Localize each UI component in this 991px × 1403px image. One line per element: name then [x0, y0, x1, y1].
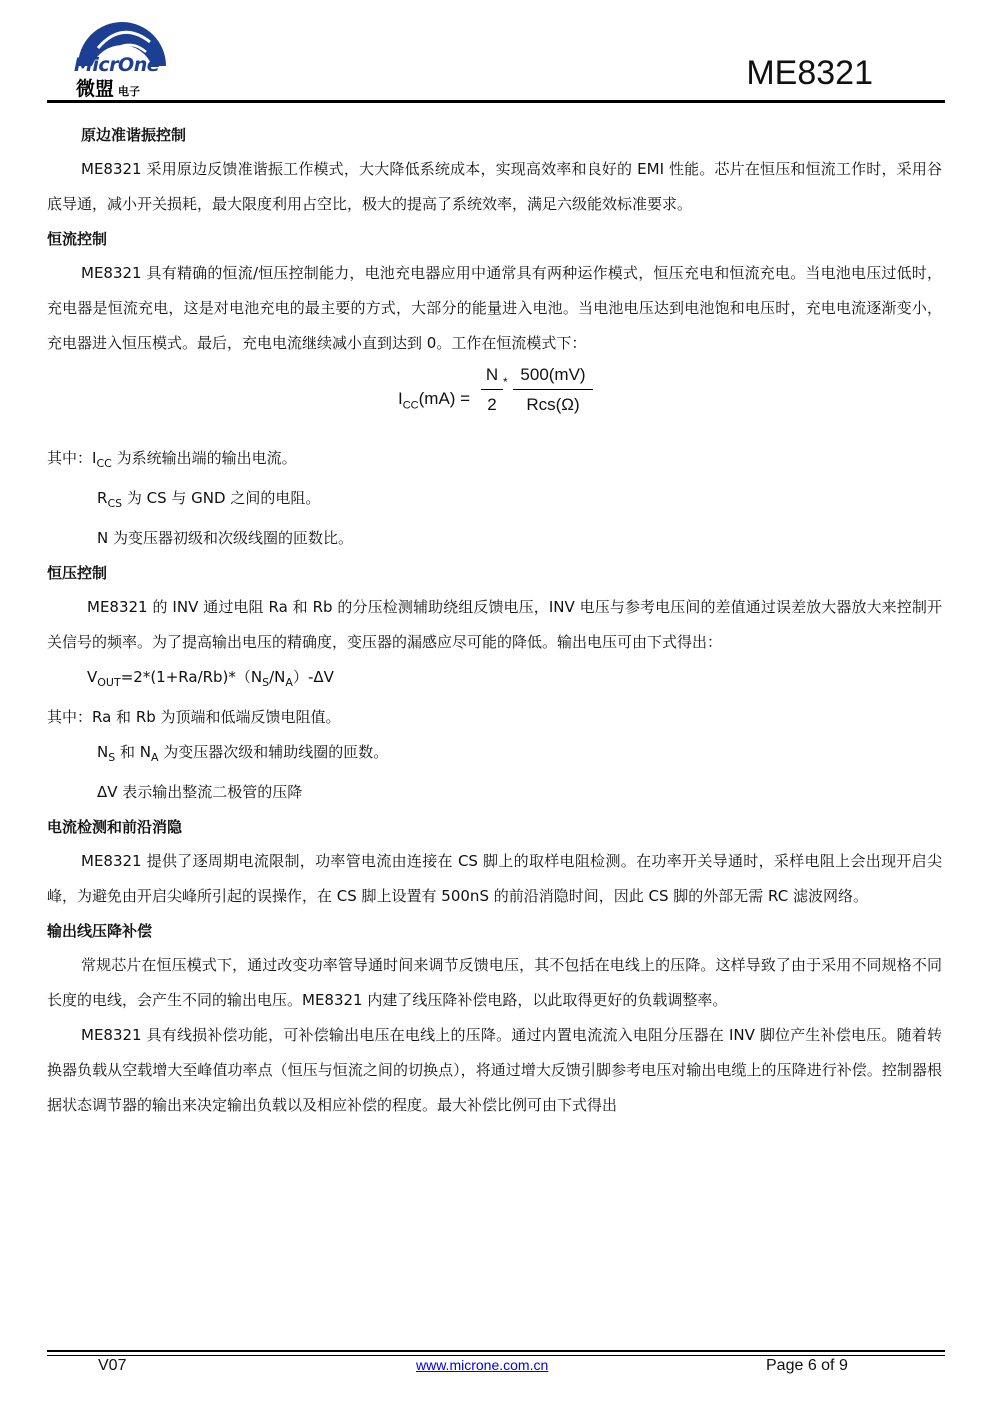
where-text: 为系统输出端的输出电流。: [111, 449, 297, 467]
frac1-denominator: 2: [487, 395, 497, 414]
footer-url-container: [416, 1357, 548, 1375]
where-icc: [47, 441, 942, 481]
symbol: N: [97, 743, 109, 761]
footer-url-link[interactable]: www.microne.com.cn: [416, 1357, 549, 1373]
where-text: 为 CS 与 GND 之间的电阻。: [122, 489, 321, 507]
frac2-numerator: 500(mV): [520, 365, 586, 384]
footer-divider-top: [47, 1350, 945, 1352]
footer-page-number: Page 6 of 9: [766, 1357, 848, 1374]
paragraph: ME8321 具有线损补偿功能，可补偿输出电压在电线上的压降。通过内置电流流入电阻分压器在 INV 脚位产生补偿电压。随着转换器负载从空载增大至峰值功率点（恒压与恒流之间的切换点），将通过增大反馈引脚参考电压对输出电缆上的压降进行补偿。控制器根据状态调节器的输出来决定输出负载以及相应补偿的程度。最大补偿比例可由下式得出: [47, 1026, 942, 1114]
section-heading-cv: 恒压控制: [47, 564, 108, 582]
subscript: CS: [107, 497, 123, 510]
subscript: A: [150, 751, 159, 764]
document-title: ME8321: [746, 54, 873, 92]
where-ns-na: [47, 735, 942, 775]
formula-lhs-symbol: I: [398, 389, 403, 408]
microne-logo: [72, 12, 172, 102]
formula-lhs: [398, 389, 470, 411]
logo-cn-small: 电子: [118, 85, 141, 98]
vout-formula: [47, 660, 942, 700]
frac1-bar: [481, 389, 503, 390]
logo-cn-main: 微盟: [76, 78, 115, 100]
section-heading-qr: 原边准谐振控制: [81, 126, 187, 144]
frac1-numerator: N: [485, 365, 499, 384]
footer-divider-bottom: [47, 1355, 945, 1356]
frac2-bar: [513, 389, 593, 390]
paragraph: ME8321 采用原边反馈准谐振工作模式，大大降低系统成本，实现高效率和良好的 EMI 性能。芯片在恒压和恒流工作时，采用谷底导通，减小开关损耗，最大限度利用占空比，极大的提高了系统效率，满足六级能效标准要求。: [47, 160, 942, 213]
vout-symbol: V: [87, 668, 98, 686]
section-heading-cs: 电流检测和前沿消隐: [47, 818, 183, 836]
header-divider: [47, 100, 945, 103]
logo-text-cn: [76, 74, 140, 101]
frac2-denominator: Rcs(Ω): [526, 395, 580, 414]
where-n: N 为变压器初级和次级线圈的匝数比。: [97, 529, 353, 547]
where-text: 和 N: [115, 743, 151, 761]
symbol: R: [97, 489, 108, 507]
section-heading-cable-comp: 输出线压降补偿: [47, 922, 153, 940]
subscript: S: [262, 676, 270, 689]
subscript: OUT: [97, 676, 121, 689]
paragraph: ME8321 提供了逐周期电流限制，功率管电流由连接在 CS 脚上的取样电阻检测。在功率开关导通时，采样电阻上会出现开启尖峰，为避免由开启尖峰所引起的误操作，在 CS 脚上设置有 500nS 的前沿消隐时间，因此 CS 脚的外部无需 RC 滤波网络。: [47, 852, 942, 905]
vout-expr: /N: [269, 668, 286, 686]
times-sign: *: [503, 375, 508, 389]
where-rcs: [47, 481, 942, 521]
subscript: CC: [96, 457, 112, 470]
paragraph: ME8321 具有精确的恒流/恒压控制能力，电池充电器应用中通常具有两种运作模式，恒压充电和恒流充电。当电池电压过低时，充电器是恒流充电，这是对电池充电的最主要的方式，大部分的能量进入电池。当电池电压达到电池饱和电压时，充电电流逐渐变小，充电器进入恒压模式。最后，充电电流继续减小直到达到 0。工作在恒流模式下：: [47, 264, 942, 352]
formula-lhs-unit: (mA) =: [418, 389, 471, 408]
logo-text-en: MicrOne: [74, 54, 160, 76]
cc-formula: [47, 361, 942, 441]
where-delta-v: ΔV 表示输出整流二极管的压降: [97, 783, 303, 801]
where-ra-rb: 其中：Ra 和 Rb 为顶端和低端反馈电阻值。: [47, 708, 341, 726]
paragraph: ME8321 的 INV 通过电阻 Ra 和 Rb 的分压检测辅助绕组反馈电压，INV 电压与参考电压间的差值通过误差放大器放大来控制开关信号的频率。为了提高输出电压的精确度，变压器的漏感应尽可能的降低。输出电压可由下式得出：: [47, 598, 942, 651]
formula-lhs-sub: CC: [402, 399, 419, 412]
symbol: I: [92, 449, 97, 467]
page-content: [47, 118, 942, 1123]
subscript: S: [108, 751, 116, 764]
subscript: A: [285, 676, 293, 689]
footer-version: V07: [98, 1357, 127, 1374]
vout-expr: ）-ΔV: [292, 668, 334, 686]
section-heading-cc: 恒流控制: [47, 230, 108, 248]
where-text: 为变压器次级和辅助线圈的匝数。: [158, 743, 389, 761]
where-prefix: 其中：: [47, 449, 93, 467]
vout-expr: =2*(1+Ra/Rb)*（N: [120, 668, 263, 686]
paragraph: 常规芯片在恒压模式下，通过改变功率管导通时间来调节反馈电压，其不包括在电线上的压降。这样导致了由于采用不同规格不同长度的电线，会产生不同的输出电压。ME8321 内建了线压降补偿电路，以此取得更好的负载调整率。: [47, 956, 942, 1009]
